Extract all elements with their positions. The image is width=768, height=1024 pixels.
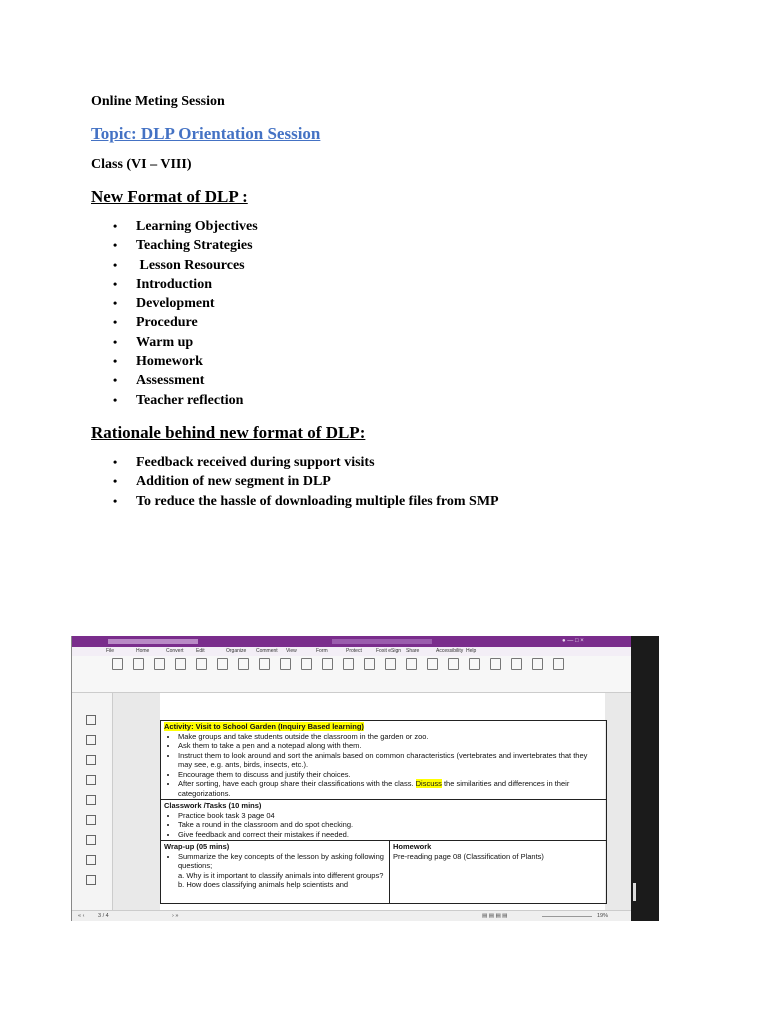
bullet-icon: • — [113, 392, 118, 407]
tool-icon — [217, 658, 228, 670]
format-list-item: • Assessment — [91, 371, 258, 390]
signature-icon[interactable] — [86, 855, 96, 865]
menu-item[interactable]: Edit — [196, 648, 205, 654]
wrapup-item: • Summarize the key concepts of the lesson by asking following questions; — [178, 852, 384, 871]
ribbon-tool-button[interactable] — [148, 658, 170, 672]
tool-icon — [259, 658, 270, 670]
bullet-icon: • — [113, 296, 118, 311]
homework-text: Pre-reading page 08 (Classification of Plants) — [393, 851, 544, 861]
nav-arrows[interactable]: « ‹ — [78, 913, 85, 919]
classwork-list — [164, 811, 603, 840]
wrapup-title: Wrap-up (05 mins) — [164, 842, 230, 851]
attachment-icon[interactable] — [86, 795, 96, 805]
bullet-icon: • — [113, 315, 118, 330]
rationale-heading: Rationale behind new format of DLP: — [91, 423, 366, 442]
tool-icon — [133, 658, 144, 670]
format-list-item: • Homework — [91, 352, 258, 371]
format-list-item: • Introduction — [91, 275, 258, 294]
ribbon-tool-button[interactable] — [505, 658, 527, 672]
classwork-item: • Give feedback and correct their mistakes if needed. — [178, 830, 603, 840]
bullet-icon: • — [113, 493, 118, 508]
ribbon-tool-button[interactable] — [274, 658, 296, 672]
ribbon-tool-button[interactable] — [211, 658, 233, 672]
lock-icon[interactable] — [86, 815, 96, 825]
ribbon-toolbar — [72, 656, 632, 693]
tool-icon — [511, 658, 522, 670]
tool-icon — [490, 658, 501, 670]
activity-list — [164, 732, 603, 780]
layers-icon[interactable] — [86, 775, 96, 785]
ribbon-tool-button[interactable] — [400, 658, 422, 672]
ribbon-tool-button[interactable] — [253, 658, 275, 672]
ribbon-tool-button[interactable] — [190, 658, 212, 672]
format-heading: New Format of DLP : — [91, 187, 248, 206]
rationale-list — [91, 453, 499, 511]
ribbon-tool-button[interactable] — [337, 658, 359, 672]
ribbon-tool-button[interactable] — [295, 658, 317, 672]
tools-icon[interactable] — [86, 875, 96, 885]
ribbon-tool-button[interactable] — [316, 658, 338, 672]
activity-last-list — [164, 779, 603, 798]
menu-item[interactable]: File — [106, 648, 115, 654]
activity-item-last: • After sorting, have each group share their classifications with the class. Discuss the similarities and differences in their categorizations. — [178, 779, 603, 798]
comment-icon[interactable] — [86, 755, 96, 765]
format-list-item: • Development — [91, 294, 258, 313]
rationale-list-item: • Feedback received during support visits — [91, 453, 499, 472]
tool-icon — [364, 658, 375, 670]
format-list-item: • Learning Objectives — [91, 217, 258, 236]
wrapup-question-a: a. Why is it important to classify animals into different groups? — [178, 870, 384, 880]
activity-item: • Make groups and take students outside the classroom in the garden or zoo. — [178, 732, 603, 742]
pages-icon[interactable] — [86, 735, 96, 745]
menu-item[interactable]: View — [286, 648, 297, 654]
topic-link[interactable]: Topic: DLP Orientation Session — [91, 124, 321, 143]
menu-item[interactable]: Accessibility — [436, 648, 464, 654]
activity-title: Activity: Visit to School Garden (Inquiry Based learning) — [164, 722, 364, 731]
session-title: Online Meting Session — [91, 94, 225, 109]
classwork-row — [161, 800, 606, 841]
tool-icon — [196, 658, 207, 670]
ribbon-tool-button[interactable] — [484, 658, 506, 672]
bullet-icon: • — [113, 354, 118, 369]
ribbon-tool-button[interactable] — [463, 658, 485, 672]
ribbon-tool-button[interactable] — [526, 658, 548, 672]
ribbon-tool-button[interactable] — [106, 658, 128, 672]
format-list-item: • Teacher reflection — [91, 391, 258, 410]
format-list-item: • Teaching Strategies — [91, 236, 258, 255]
fields-icon[interactable] — [86, 835, 96, 845]
ribbon-tool-button[interactable] — [127, 658, 149, 672]
format-list — [91, 217, 258, 410]
zoom-slider[interactable] — [542, 916, 592, 917]
menu-item[interactable]: Comment — [256, 648, 278, 654]
wrapup-question-b: b. How does classifying animals help scientists and — [178, 880, 349, 889]
menu-item[interactable]: Protect — [346, 648, 362, 654]
bullet-icon: • — [113, 238, 118, 253]
tool-icon — [553, 658, 564, 670]
rationale-list-item: • Addition of new segment in DLP — [91, 472, 499, 491]
lesson-table — [160, 720, 607, 904]
classwork-title: Classwork /Tasks (10 mins) — [164, 801, 262, 810]
classwork-item: • Practice book task 3 page 04 — [178, 811, 603, 821]
wrapup-row — [161, 841, 606, 903]
rationale-list-item: • To reduce the hassle of downloading multiple files from SMP — [91, 492, 499, 511]
tool-icon — [154, 658, 165, 670]
bullet-icon: • — [113, 455, 118, 469]
classwork-item: • Take a round in the classroom and do spot checking. — [178, 820, 603, 830]
menu-item[interactable]: Organize — [226, 648, 247, 654]
ribbon-tool-button[interactable] — [421, 658, 443, 672]
bookmark-icon[interactable] — [86, 715, 96, 725]
tool-icon — [448, 658, 459, 670]
tool-icon — [322, 658, 333, 670]
tool-icon — [280, 658, 291, 670]
page-indicator[interactable]: 3 / 4 — [98, 913, 109, 919]
menu-bar — [72, 647, 632, 656]
menu-item[interactable]: Help — [466, 648, 477, 654]
tool-icon — [301, 658, 312, 670]
ribbon-tool-button[interactable] — [232, 658, 254, 672]
format-list-item: • Warm up — [91, 333, 258, 352]
format-list-item: • Lesson Resources — [91, 256, 258, 275]
menu-item[interactable]: Home — [136, 648, 150, 654]
ribbon-tool-button[interactable] — [442, 658, 464, 672]
zoom-level[interactable]: 19% — [597, 913, 609, 919]
tool-icon — [175, 658, 186, 670]
status-bar — [72, 910, 632, 921]
bullet-icon: • — [113, 373, 118, 388]
tool-icon — [238, 658, 249, 670]
embedded-screenshot — [71, 636, 632, 921]
homework-title: Homework — [393, 842, 432, 851]
bullet-icon: • — [113, 474, 118, 489]
tool-icon — [532, 658, 543, 670]
ribbon-tool-button[interactable] — [169, 658, 191, 672]
tool-icon — [343, 658, 354, 670]
document-view — [113, 693, 632, 910]
ribbon-tool-button[interactable] — [358, 658, 380, 672]
activity-row — [161, 721, 606, 800]
tool-icon — [406, 658, 417, 670]
activity-item: • Encourage them to discuss and justify their choices. — [178, 770, 603, 780]
ribbon-tool-button[interactable] — [379, 658, 401, 672]
tool-icon — [112, 658, 123, 670]
menu-item[interactable]: Convert — [166, 648, 184, 654]
tool-icon — [385, 658, 396, 670]
bullet-icon: • — [113, 257, 118, 272]
app-title-bar — [72, 636, 632, 647]
left-panel — [72, 693, 113, 910]
class-line: Class (VI – VIII) — [91, 157, 192, 172]
activity-item: • Ask them to take a pen and a notepad along with them. — [178, 741, 603, 751]
ribbon-tool-button[interactable] — [547, 658, 569, 672]
menu-item[interactable]: Form — [316, 648, 328, 654]
nav-next[interactable]: › » — [172, 913, 179, 919]
view-mode-icons[interactable]: ▤ ▤ ▤ ▤ — [482, 913, 508, 919]
bullet-icon: • — [113, 334, 118, 349]
bullet-icon: • — [113, 219, 118, 233]
tool-icon — [469, 658, 480, 670]
menu-item[interactable]: Foxit eSign — [376, 648, 402, 654]
pdf-page — [160, 693, 605, 910]
window-controls[interactable]: ● — □ × — [562, 638, 584, 644]
screenshot-edge — [631, 636, 659, 921]
activity-item: • Instruct them to look around and sort the animals based on common characteristics (vertebrates and invertebrates that they may see, e.g. ants, birds, insects, etc.). — [178, 751, 603, 770]
menu-item[interactable]: Share — [406, 648, 420, 654]
tool-icon — [427, 658, 438, 670]
format-list-item: • Procedure — [91, 313, 258, 332]
bullet-icon: • — [113, 276, 118, 291]
